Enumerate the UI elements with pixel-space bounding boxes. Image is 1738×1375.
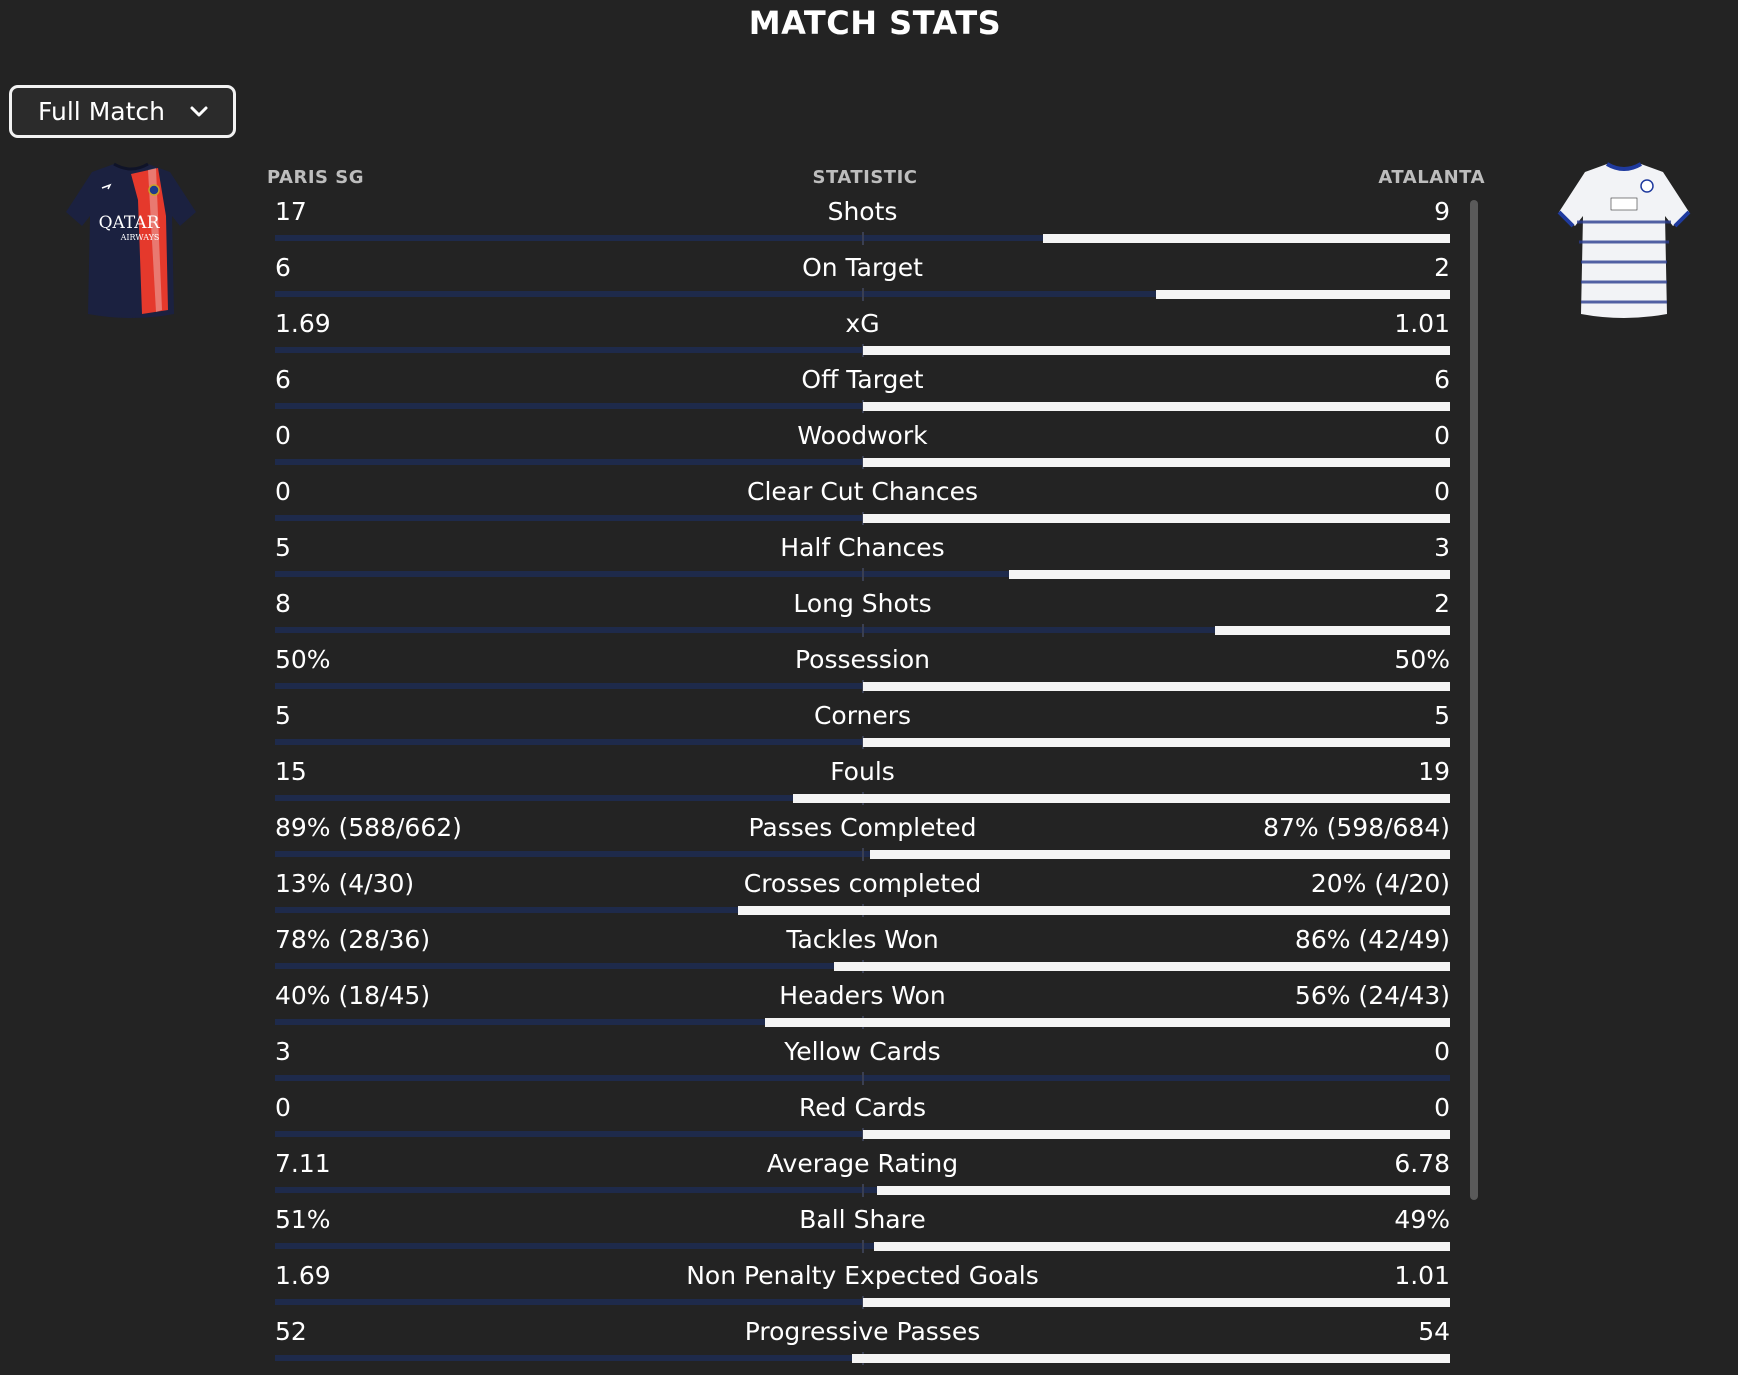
away-bar — [1043, 234, 1450, 243]
away-value: 2 — [1434, 589, 1450, 618]
period-dropdown[interactable] — [9, 85, 236, 138]
home-value: 78% (28/36) — [275, 925, 431, 954]
away-bar — [863, 738, 1450, 747]
away-bar — [1156, 290, 1450, 299]
home-bar — [275, 739, 863, 745]
stat-label: Passes Completed — [748, 813, 977, 842]
comparison-bar — [275, 906, 1450, 915]
away-bar — [863, 1130, 1450, 1139]
comparison-bar — [275, 346, 1450, 355]
away-bar — [874, 1242, 1450, 1251]
home-bar — [275, 515, 863, 521]
home-value: 40% (18/45) — [275, 981, 431, 1010]
away-value: 9 — [1434, 197, 1450, 226]
comparison-bar — [275, 290, 1450, 299]
bar-midpoint — [862, 232, 864, 245]
home-value: 51% — [275, 1205, 331, 1234]
home-value: 15 — [275, 757, 307, 786]
home-value: 1.69 — [275, 1261, 331, 1290]
home-bar — [275, 1019, 765, 1025]
home-value: 0 — [275, 421, 291, 450]
home-bar — [275, 1187, 877, 1193]
comparison-bar — [275, 682, 1450, 691]
stat-label: Woodwork — [797, 421, 928, 450]
away-bar — [877, 1186, 1450, 1195]
stat-row — [275, 922, 1450, 978]
away-value: 0 — [1434, 1037, 1450, 1066]
away-value: 56% (24/43) — [1294, 981, 1450, 1010]
away-value: 0 — [1434, 421, 1450, 450]
bar-midpoint — [862, 568, 864, 581]
comparison-bar — [275, 1354, 1450, 1363]
stat-label: Yellow Cards — [784, 1037, 941, 1066]
bar-midpoint — [862, 1184, 864, 1197]
comparison-bar — [275, 850, 1450, 859]
stat-label: Shots — [827, 197, 898, 226]
home-value: 0 — [275, 477, 291, 506]
away-bar — [863, 346, 1450, 355]
away-value: 5 — [1434, 701, 1450, 730]
stat-label: Off Target — [801, 365, 924, 394]
away-bar — [863, 514, 1450, 523]
stat-label: Non Penalty Expected Goals — [686, 1261, 1039, 1290]
stat-label: Possession — [794, 645, 931, 674]
away-bar — [863, 458, 1450, 467]
statistic-header: STATISTIC — [812, 167, 918, 188]
home-shirt-sponsor-sub: AIRWAYS — [120, 233, 160, 242]
comparison-bar — [275, 1298, 1450, 1307]
stat-label: xG — [845, 309, 880, 338]
away-value: 50% — [1394, 645, 1450, 674]
stat-row — [275, 810, 1450, 866]
home-value: 1.69 — [275, 309, 331, 338]
stat-label: Crosses completed — [743, 869, 982, 898]
period-dropdown-value: Full Match — [38, 97, 165, 126]
home-team-shirt — [62, 160, 200, 324]
away-value: 54 — [1418, 1317, 1450, 1346]
home-bar — [275, 1243, 874, 1249]
home-bar — [275, 291, 1156, 297]
home-bar — [275, 851, 870, 857]
comparison-bar — [275, 458, 1450, 467]
home-value: 8 — [275, 589, 291, 618]
home-bar — [275, 963, 834, 969]
home-bar — [275, 627, 1215, 633]
home-value: 6 — [275, 253, 291, 282]
away-value: 1.01 — [1394, 1261, 1450, 1290]
away-bar — [1009, 570, 1450, 579]
stat-row — [275, 418, 1450, 474]
stat-row — [275, 362, 1450, 418]
stat-label: On Target — [802, 253, 923, 282]
stat-row — [275, 1090, 1450, 1146]
away-value: 87% (598/684) — [1263, 813, 1450, 842]
home-value: 3 — [275, 1037, 291, 1066]
stat-label: Progressive Passes — [744, 1317, 981, 1346]
comparison-bar — [275, 1074, 1450, 1083]
home-bar — [275, 571, 1009, 577]
page-title: MATCH STATS — [748, 4, 1002, 42]
away-value: 1.01 — [1394, 309, 1450, 338]
away-bar — [863, 402, 1450, 411]
stat-row — [275, 250, 1450, 306]
home-bar — [275, 1299, 863, 1305]
away-value: 49% — [1394, 1205, 1450, 1234]
away-bar — [765, 1018, 1450, 1027]
stat-label: Ball Share — [799, 1205, 926, 1234]
away-bar — [793, 794, 1450, 803]
comparison-bar — [275, 962, 1450, 971]
home-bar — [275, 347, 863, 353]
home-value: 5 — [275, 701, 291, 730]
stat-row — [275, 1034, 1450, 1090]
stat-row — [275, 698, 1450, 754]
stat-row — [275, 1314, 1450, 1370]
away-bar — [834, 962, 1450, 971]
stat-row — [275, 586, 1450, 642]
away-bar — [870, 850, 1450, 859]
away-value: 0 — [1434, 477, 1450, 506]
away-team-header: ATALANTA — [1378, 167, 1485, 188]
comparison-bar — [275, 1130, 1450, 1139]
comparison-bar — [275, 234, 1450, 243]
home-value: 52 — [275, 1317, 307, 1346]
comparison-bar — [275, 1186, 1450, 1195]
home-value: 17 — [275, 197, 307, 226]
away-bar — [852, 1354, 1450, 1363]
stat-row — [275, 194, 1450, 250]
home-value: 7.11 — [275, 1149, 331, 1178]
stat-label: Red Cards — [799, 1093, 926, 1122]
comparison-bar — [275, 794, 1450, 803]
away-value: 20% (4/20) — [1310, 869, 1450, 898]
bar-midpoint — [862, 624, 864, 637]
stat-label: Long Shots — [793, 589, 932, 618]
away-value: 3 — [1434, 533, 1450, 562]
comparison-bar — [275, 738, 1450, 747]
home-value: 50% — [275, 645, 331, 674]
stat-row — [275, 1202, 1450, 1258]
home-team-header: PARIS SG — [267, 167, 364, 188]
away-value: 2 — [1434, 253, 1450, 282]
home-bar — [275, 907, 738, 913]
stat-row — [275, 1258, 1450, 1314]
home-bar — [275, 1355, 852, 1361]
stat-row — [275, 530, 1450, 586]
stat-label: Tackles Won — [786, 925, 939, 954]
home-bar — [275, 403, 863, 409]
home-bar — [275, 235, 1043, 241]
stat-row — [275, 306, 1450, 362]
stat-label: Fouls — [830, 757, 895, 786]
comparison-bar — [275, 1242, 1450, 1251]
home-value: 5 — [275, 533, 291, 562]
home-value: 13% (4/30) — [275, 869, 415, 898]
stat-label: Headers Won — [779, 981, 946, 1010]
away-bar — [863, 1298, 1450, 1307]
stat-row — [275, 978, 1450, 1034]
away-team-shirt — [1555, 160, 1693, 324]
bar-midpoint — [862, 1072, 864, 1085]
comparison-bar — [275, 570, 1450, 579]
away-bar — [1215, 626, 1450, 635]
home-bar — [275, 683, 863, 689]
stat-label: Clear Cut Chances — [747, 477, 978, 506]
away-value: 0 — [1434, 1093, 1450, 1122]
stat-row — [275, 474, 1450, 530]
away-bar — [863, 682, 1450, 691]
away-value: 6 — [1434, 365, 1450, 394]
home-value: 0 — [275, 1093, 291, 1122]
away-value: 86% (42/49) — [1294, 925, 1450, 954]
home-value: 6 — [275, 365, 291, 394]
bar-midpoint — [862, 288, 864, 301]
comparison-bar — [275, 514, 1450, 523]
home-bar — [275, 459, 863, 465]
stat-label: Average Rating — [766, 1149, 959, 1178]
stats-list — [275, 194, 1450, 1370]
home-bar — [275, 795, 793, 801]
stats-scrollbar[interactable] — [1470, 200, 1478, 1200]
bar-midpoint — [862, 1240, 864, 1253]
stat-row — [275, 866, 1450, 922]
away-bar — [738, 906, 1450, 915]
home-value: 89% (588/662) — [275, 813, 462, 842]
away-value: 19 — [1418, 757, 1450, 786]
comparison-bar — [275, 626, 1450, 635]
stat-label: Corners — [813, 701, 912, 730]
stat-row — [275, 642, 1450, 698]
away-value: 6.78 — [1394, 1149, 1450, 1178]
comparison-bar — [275, 402, 1450, 411]
home-bar — [275, 1131, 863, 1137]
stat-label: Half Chances — [780, 533, 945, 562]
comparison-bar — [275, 1018, 1450, 1027]
stat-row — [275, 1146, 1450, 1202]
bar-midpoint — [862, 848, 864, 861]
chevron-down-icon — [189, 102, 209, 122]
home-shirt-sponsor: QATAR — [98, 213, 160, 233]
stat-row — [275, 754, 1450, 810]
